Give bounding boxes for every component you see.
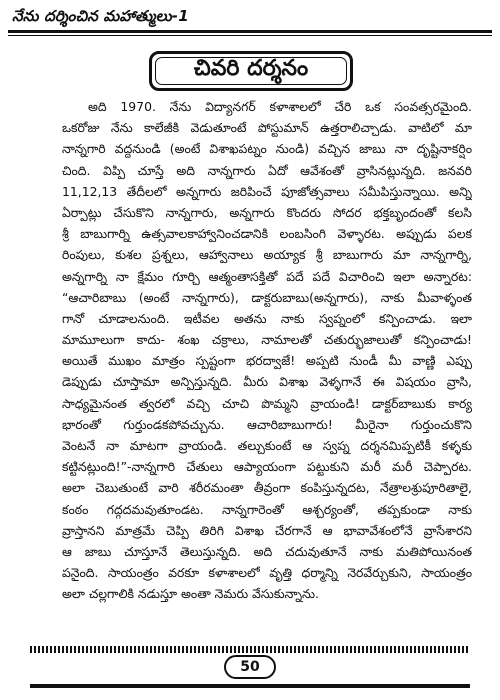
text-line: నాన్నగారి వద్దనుండి (అంటే విశాఖపట్నం నుండి) వచ్చిన జాబు నా దృష్టినాకర్షిం <box>62 141 472 157</box>
header-rule-thick <box>8 30 492 33</box>
text-line: 11,12,13 తేదీలలో అన్నగారు జరిపించే పూజోత్సవాలు సమీపిస్తున్నాయి. అన్ని <box>62 183 472 199</box>
footer-rule-solid <box>30 684 470 688</box>
text-line: భారంతో గుర్తుండకపోవచ్చును. ఆచారిబాబుగారు! మీరైనా గుర్తుంచుకొని <box>62 416 472 432</box>
page-number-box <box>224 655 276 679</box>
text-line: అయితే ముఖం మాత్రం స్పష్టంగా భరద్వాజే! అప్పటి నుండీ మీ వాణ్ణి ఎప్పు <box>62 353 472 369</box>
text-line: డెప్పుడు చూస్తామా అన్పిస్తున్నది. మీరు విశాఖ వెళ్ళగానే ఈ విషయం వ్రాసి, <box>62 374 472 390</box>
text-line: సాధ్యమైనంత త్వరలో వచ్చి చూచి పొమ్మని వ్రాయండి! డాక్టర్‌బాబుకు కార్య <box>62 395 472 411</box>
body-text <box>62 96 472 605</box>
text-line: వ్రాస్తానని మాత్రమే చెప్పి తిరిగి విశాఖ చేరగానే ఆ భావావేశంలోనే వ్రాసేశారని <box>62 522 472 538</box>
text-line: అలా చల్లగాలికి నడుస్తూ అంతా నెమరు వేసుకున్నాను. <box>62 586 319 602</box>
text-line: పనైంది. సాయంత్రం వరకూ కళాశాలలో వృత్తి ధర్మాన్ని నెరవేర్చుకుని, సాయంత్రం <box>62 565 472 581</box>
text-line: ఆ జాబు చూస్తూనే తెలుస్తున్నది. అది చదువుతూనే నాకు మతిపోయినంత <box>62 543 472 559</box>
text-line: అది 1970. నేను విద్యానగర్ కళాశాలలో చేరి ఒక సంవత్సరమైంది. <box>88 99 472 114</box>
text-line: గానో చూడాలనుంది. ఇటీవల అతను నాకు స్వప్నంలో కన్పించాడు. ఇలా <box>62 310 472 326</box>
running-header <box>12 6 488 29</box>
text-line: “ఆచారిబాబు (అంటే నాన్నగారు), డాక్టరుబాబు(అన్నగారు), నాకు మీవాళ్ళంత <box>62 289 472 305</box>
text-line: అలా చెబుతుంటే వారి శరీరమంతా తీవ్రంగా కంపిస్తున్నదట, నేత్రాలశ్రుపూరితాలై, <box>62 480 472 496</box>
text-line: మామూలుగా కాదు- శంఖ చక్రాలు, నామాలతో చతుర్భుజాలుతో కన్పించాడు! <box>62 332 472 348</box>
chapter-title-box <box>149 51 353 91</box>
chapter-title: చివరి దర్శనం <box>193 56 309 81</box>
text-line: రింపులు, కుశల ప్రశ్నలు, ఆహ్వానాలు అయ్యాక శ్రీ బాబుగారు మా నాన్నగార్ని, <box>62 247 472 263</box>
footer-rule-dotted <box>30 646 470 653</box>
text-line: ఏర్పాట్లు చేసుకొని నాన్నగారు, అన్నగారు కొందరు సోదర భక్తబృందంతో కలసి <box>62 204 472 220</box>
text-line: కంఠం గద్గదమవుతూండట. నాన్నగారెంతో ఆశ్చర్యంతో, తప్పకుండా నాకు <box>62 501 472 517</box>
text-line: ఒకరోజు నేను కాలేజీకి వెడుతూంటే పోస్టుమాన్ ఉత్తరాలిచ్చాడు. వాటిలో మా <box>62 120 472 136</box>
page-number: 50 <box>240 659 260 675</box>
text-line: కట్టినట్లుంది!”-నాన్నగారి చేతులు ఆప్యాయంగా పట్టుకుని మరీ మరీ చెప్పారట. <box>62 459 472 475</box>
text-line: చింది. విప్పి చూస్తే అది నాన్నగారు ఏదో ఆవేశంతో వ్రాసినట్లున్నది. జనవరి <box>62 162 472 178</box>
text-line: అన్నగార్ని నా క్షేమం గూర్చి ఆత్మంతాసక్తితో పదే పదే విచారించి ఇలా అన్నారట: <box>62 268 472 284</box>
text-line: వెంటనే నా మాటగా వ్రాయండి. తల్చుకుంటే ఆ స్వప్న దర్శనమిప్పటికీ కళ్ళకు <box>62 438 472 453</box>
header-rule-thin <box>8 35 492 36</box>
text-line: శ్రీ బాబుగార్ని ఉత్సవాలకాహ్వానించడానికి లంబసింగి వెళ్ళారట. అప్పుడు పలక <box>62 226 472 242</box>
running-header-title: నేను దర్శించిన మహాత్ములు-1 <box>12 7 189 25</box>
